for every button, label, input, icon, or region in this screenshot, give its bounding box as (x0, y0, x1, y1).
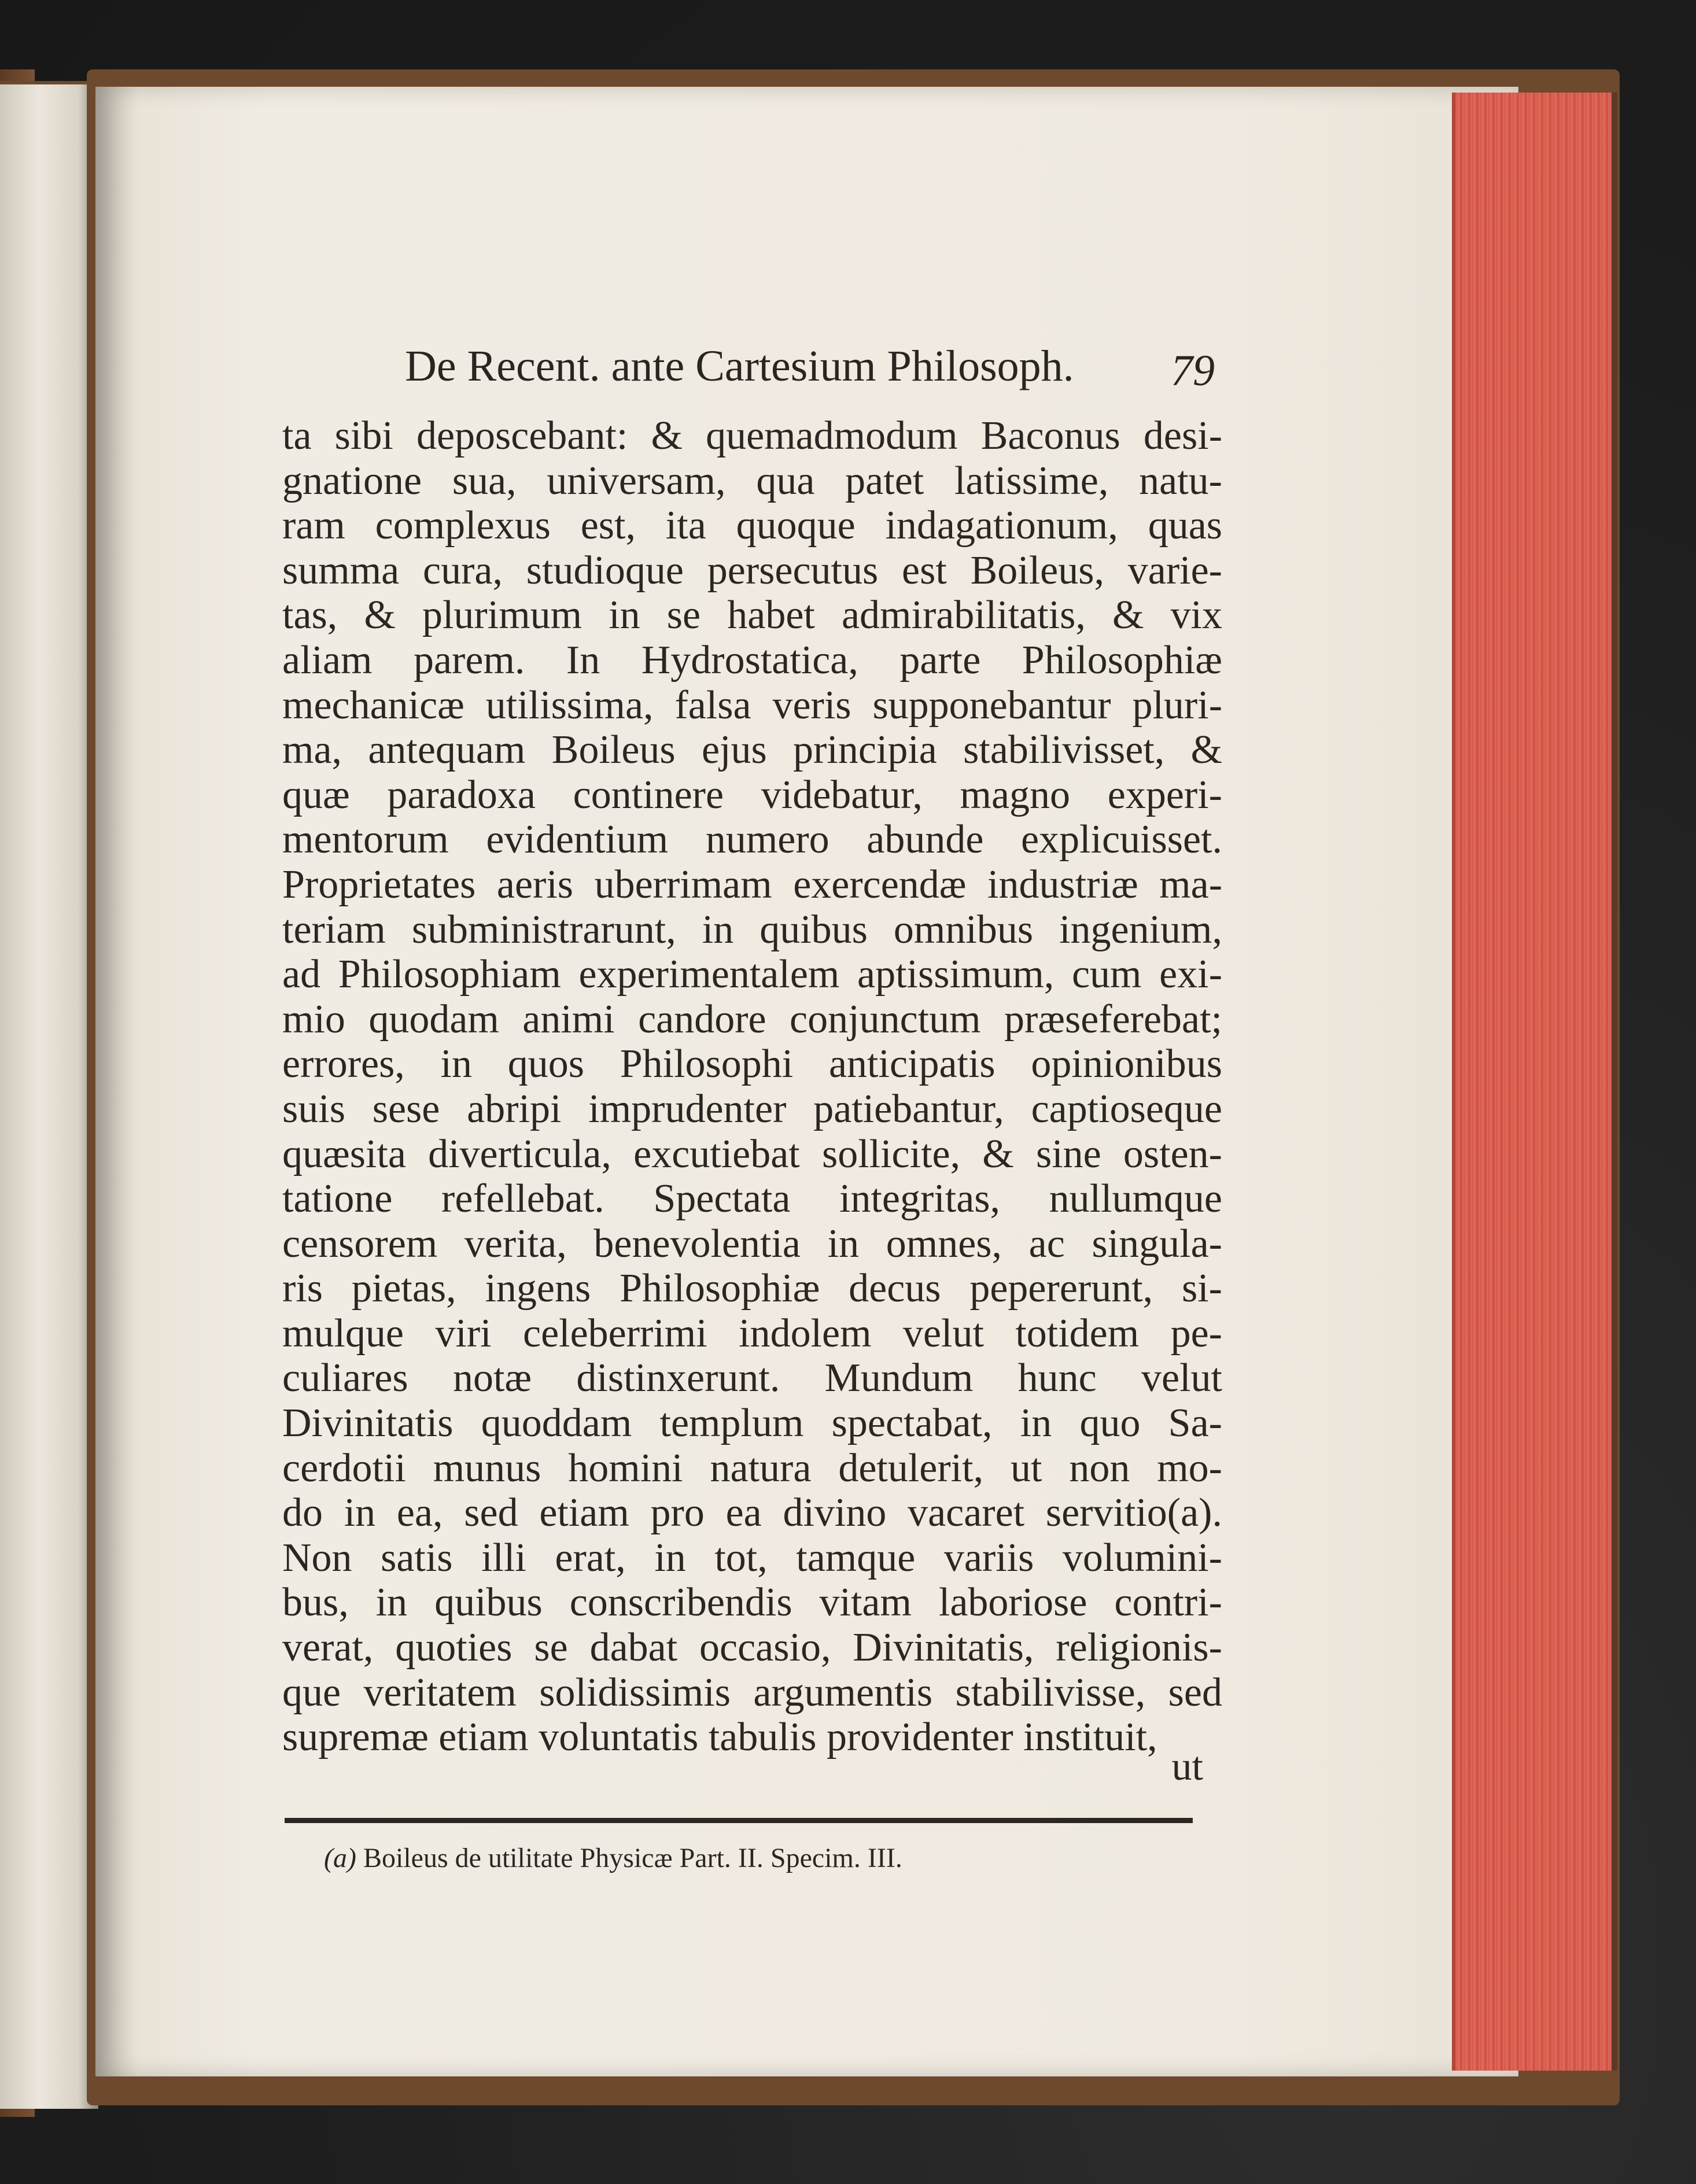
text-line: Proprietates aeris uberrimam exercendæ industriæ ma- (282, 862, 1222, 907)
text-line: Divinitatis quoddam templum spectabat, in quo Sa- (282, 1401, 1222, 1446)
text-line: tas, & plurimum in se habet admirabilitatis, & vix (282, 593, 1222, 638)
text-line: culiares notæ distinxerunt. Mundum hunc velut (282, 1356, 1222, 1401)
page-number: 79 (1171, 346, 1215, 395)
text-line: bus, in quibus conscribendis vitam laboriose contri- (282, 1580, 1222, 1625)
footnote-mark: (a) (324, 1843, 356, 1873)
footnote (324, 1842, 902, 1874)
text-line: Non satis illi erat, in tot, tamque variis volumini- (282, 1535, 1222, 1580)
body-text (282, 414, 1222, 1760)
text-line: do in ea, sed etiam pro ea divino vacaret servitio(a). (282, 1491, 1222, 1536)
text-line: quæ paradoxa continere videbatur, magno experi- (282, 772, 1222, 817)
left-facing-page (0, 81, 98, 2109)
text-line: ad Philosophiam experimentalem aptissimum, cum exi- (282, 952, 1222, 997)
text-line: aliam parem. In Hydrostatica, parte Philosophiæ (282, 637, 1222, 682)
text-line: summa cura, studioque persecutus est Boileus, varie- (282, 548, 1222, 593)
catchword: ut (1171, 1744, 1203, 1789)
text-line: ris pietas, ingens Philosophiæ decus pepererunt, si- (282, 1266, 1222, 1311)
text-line: teriam subministrarunt, in quibus omnibus ingenium, (282, 907, 1222, 952)
text-line: gnatione sua, universam, qua patet latissime, natu- (282, 458, 1222, 503)
text-line: ta sibi deposcebant: & quemadmodum Baconus desi- (282, 414, 1222, 458)
text-line: mulque viri celeberrimi indolem velut totidem pe- (282, 1311, 1222, 1356)
text-line: mechanicæ utilissima, falsa veris supponebantur pluri- (282, 682, 1222, 728)
text-line: mio quodam animi candore conjunctum præseferebat; (282, 997, 1222, 1042)
running-head (405, 341, 1215, 405)
footnote-text: Boileus de utilitate Physicæ Part. II. Specim. III. (363, 1843, 902, 1873)
text-line: quæsita diverticula, excutiebat sollicite, & sine osten- (282, 1131, 1222, 1176)
text-line: censorem verita, benevolentia in omnes, ac singula- (282, 1221, 1222, 1266)
footnote-rule (285, 1818, 1193, 1823)
text-line: tatione refellebat. Spectata integritas, nullumque (282, 1176, 1222, 1222)
text-line: supremæ etiam voluntatis tabulis providenter instituit, (282, 1715, 1157, 1760)
red-page-edges (1452, 93, 1617, 2071)
text-line: cerdotii munus homini natura detulerit, ut non mo- (282, 1445, 1222, 1491)
text-line: verat, quoties se dabat occasio, Divinitatis, religionis- (282, 1625, 1222, 1670)
running-head-title: De Recent. ante Cartesium Philosoph. (405, 342, 1074, 390)
text-line: ram complexus est, ita quoque indagationum, quas (282, 503, 1222, 548)
text-line: que veritatem solidissimis argumentis stabilivisse, sed (282, 1670, 1222, 1715)
text-line: mentorum evidentium numero abunde explicuisset. (282, 817, 1222, 862)
text-line: errores, in quos Philosophi anticipatis opinionibus (282, 1042, 1222, 1087)
text-line: suis sese abripi imprudenter patiebantur, captioseque (282, 1086, 1222, 1131)
text-line: ma, antequam Boileus ejus principia stabilivisset, & (282, 728, 1222, 773)
